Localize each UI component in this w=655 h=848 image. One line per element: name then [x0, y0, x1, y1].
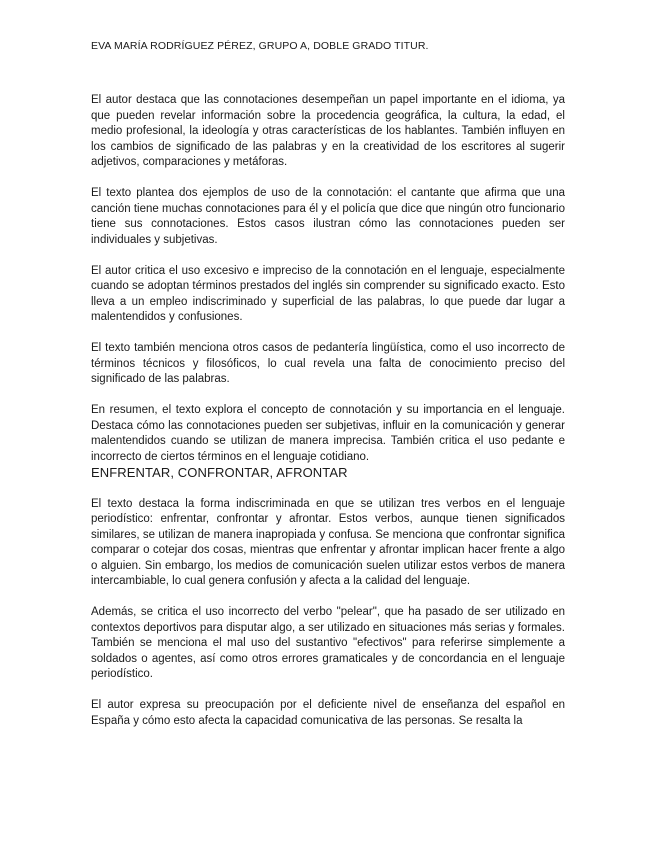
section-heading: ENFRENTAR, CONFRONTAR, AFRONTAR [91, 465, 348, 480]
paragraph: El texto destaca la forma indiscriminada en que se utilizan tres verbos en el lenguaje periodístico: enfrentar, confrontar y afrontar. Estos verbos, aunque tienen significados similares, se utilizan de manera inapropiada y confusa. Se menciona que confrontar significa comparar o cotejar dos cosas, mientras que enfrentar y afrontar implican hacer frente a algo o alguien. Sin embargo, los medios de comunicación suelen utilizar estos verbos de manera intercambiable, lo cual genera confusión y afecta a la calidad del lenguaje. [91, 497, 565, 587]
paragraph: El autor critica el uso excesivo e impreciso de la connotación en el lenguaje, especialmente cuando se adoptan términos prestados del inglés sin comprender su significado exacto. Esto lleva a un empleo indiscriminado y superficial de las palabras, lo que puede dar lugar a malentendidos y confusiones. [91, 264, 565, 323]
paragraph: El texto también menciona otros casos de pedantería lingüística, como el uso incorrecto de términos técnicos y filosóficos, lo cual revela una falta de conocimiento preciso del significado de las palabras. [91, 342, 565, 385]
paragraph: El texto plantea dos ejemplos de uso de la connotación: el cantante que afirma que una canción tiene muchas connotaciones para él y el policía que dice que ningún otro funcionario tiene sus connotaciones. Estos casos ilustran cómo las connotaciones pueden ser individuales y subjetivas. [91, 187, 565, 246]
page-header: EVA MARÍA RODRÍGUEZ PÉREZ, GRUPO A, DOBLE GRADO TITUR. [91, 40, 429, 52]
paragraph: El autor expresa su preocupación por el deficiente nivel de enseñanza del español en España y cómo esto afecta la capacidad comunicativa de las personas. Se resalta la [91, 699, 565, 727]
paragraph: El autor destaca que las connotaciones desempeñan un papel importante en el idioma, ya que pueden revelar información sobre la procedencia geográfica, la cultura, la edad, el medio profesional, la ideología y otras características de los hablantes. También influyen en los cambios de significado de las palabras y en la creatividad de los escritores al sugerir adjetivos, comparaciones y metáforas. [91, 94, 565, 168]
paragraph: En resumen, el texto explora el concepto de connotación y su importancia en el lenguaje. Destaca cómo las connotaciones pueden ser subjetivas, influir en la comunicación y generar malentendidos cuando se utilizan de manera imprecisa. También critica el uso pedante e incorrecto de ciertos términos en el lenguaje cotidiano. [91, 404, 565, 463]
paragraph: Además, se critica el uso incorrecto del verbo "pelear", que ha pasado de ser utilizado en contextos deportivos para disputar algo, a ser utilizado en situaciones más serias y formales. También se menciona el mal uso del sustantivo "efectivos" para referirse simplemente a soldados o agentes, así como otros errores gramaticales y de concordancia en el lenguaje periodístico. [91, 606, 565, 680]
document-body [91, 93, 565, 745]
